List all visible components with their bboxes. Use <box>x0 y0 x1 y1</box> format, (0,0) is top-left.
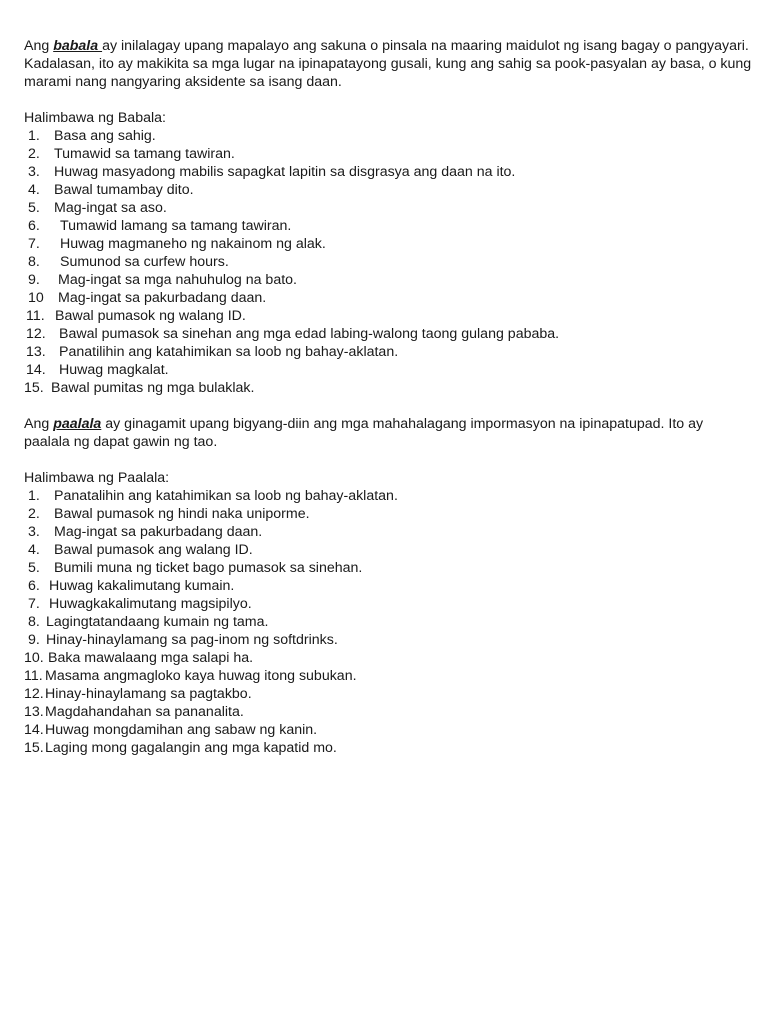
list-item-text: Basa ang sahig. <box>54 128 156 144</box>
list-item <box>24 379 752 397</box>
list-item-number: 4. <box>28 182 40 198</box>
list-item <box>24 361 752 379</box>
paalala-intro-after: ay ginagamit upang bigyang-diin ang mga mahahalagang impormasyon na ipinapatupad. Ito ay paalala ng dapat gawin ng tao. <box>24 416 704 450</box>
list-item-number: 7. <box>28 596 40 612</box>
list-item-number: 2. <box>28 506 40 522</box>
list-item <box>24 181 752 199</box>
list-item <box>24 667 752 685</box>
list-item-text: Bawal pumasok ang walang ID. <box>54 542 253 558</box>
babala-intro-paragraph <box>24 37 752 91</box>
list-item-number: 14. <box>26 362 46 378</box>
spacer <box>24 397 752 415</box>
paalala-list <box>24 487 752 757</box>
list-item <box>24 289 752 307</box>
list-item-number: 11. <box>24 668 43 684</box>
list-item-number: 12. <box>24 686 44 702</box>
list-item-number: 15. <box>24 380 44 396</box>
spacer <box>24 451 752 469</box>
babala-heading: Halimbawa ng Babala: <box>24 110 166 126</box>
list-item-text: Panatilihin ang katahimikan sa loob ng bahay-aklatan. <box>59 344 399 360</box>
list-item <box>24 145 752 163</box>
list-item-number: 6. <box>28 578 40 594</box>
list-item-text: Huwag mongdamihan ang sabaw ng kanin. <box>45 722 318 738</box>
list-item <box>24 199 752 217</box>
list-item <box>24 271 752 289</box>
list-item-text: Bumili muna ng ticket bago pumasok sa sinehan. <box>54 560 363 576</box>
list-item-number: 8. <box>28 614 40 630</box>
list-item <box>24 163 752 181</box>
list-item-number: 12. <box>26 326 46 342</box>
list-item-number: 1. <box>28 128 40 144</box>
paalala-intro-before: Ang <box>24 416 54 432</box>
list-item-text: Sumunod sa curfew hours. <box>60 254 229 270</box>
list-item <box>24 703 752 721</box>
list-item <box>24 487 752 505</box>
list-item <box>24 505 752 523</box>
list-item <box>24 631 752 649</box>
list-item <box>24 235 752 253</box>
babala-intro-after: ay inilalagay upang mapalayo ang sakuna o pinsala na maaring maidulot ng isang bagay o pangyayari. Kadalasan, ito ay makikita sa mga lugar na ipinapatayong gusali, kung ang sahig sa pook-pasyalan ay basa, o kung marami nang nangyaring aksidente sa isang daan. <box>24 38 752 90</box>
paalala-heading: Halimbawa ng Paalala: <box>24 470 170 486</box>
list-item-number: 1. <box>28 488 40 504</box>
list-item <box>24 217 752 235</box>
list-item-text: Bawal pumasok sa sinehan ang mga edad labing-walong taong gulang pababa. <box>59 326 560 342</box>
list-item-text: Bawal pumasok ng walang ID. <box>55 308 246 324</box>
list-item-text: Laging mong gagalangin ang mga kapatid mo. <box>45 740 337 756</box>
paalala-intro-paragraph <box>24 415 752 451</box>
list-item-number: 8. <box>28 254 40 270</box>
list-item-text: Tumawid sa tamang tawiran. <box>54 146 235 162</box>
list-item-number: 4. <box>28 542 40 558</box>
list-item-number: 15. <box>24 740 44 756</box>
list-item-text: Masama angmagloko kaya huwag itong subukan. <box>45 668 357 684</box>
list-item-text: Mag-ingat sa pakurbadang daan. <box>58 290 267 306</box>
list-item-text: Lagingtatandaang kumain ng tama. <box>46 614 269 630</box>
list-item <box>24 559 752 577</box>
list-item-text: Bawal pumitas ng mga bulaklak. <box>51 380 255 396</box>
spacer <box>24 91 752 109</box>
list-item-number: 2. <box>28 146 40 162</box>
list-item <box>24 127 752 145</box>
list-item-number: 7. <box>28 236 40 252</box>
list-item <box>24 739 752 757</box>
list-item-text: Huwag magmaneho ng nakainom ng alak. <box>60 236 326 252</box>
list-item <box>24 307 752 325</box>
list-item-number: 14. <box>24 722 44 738</box>
list-item-text: Huwagkakalimutang magsipilyo. <box>49 596 252 612</box>
document-page <box>24 37 752 757</box>
list-item-text: Baka mawalaang mga salapi ha. <box>48 650 254 666</box>
list-item-number: 11. <box>26 308 45 324</box>
list-item-number: 6. <box>28 218 40 234</box>
list-item-number: 10. <box>24 650 44 666</box>
list-item-text: Huwag kakalimutang kumain. <box>49 578 235 594</box>
list-item-text: Hinay-hinaylamang sa pagtakbo. <box>45 686 252 702</box>
list-item-number: 5. <box>28 200 40 216</box>
list-item-text: Mag-ingat sa aso. <box>54 200 167 216</box>
list-item <box>24 721 752 739</box>
list-item <box>24 253 752 271</box>
list-item-text: Hinay-hinaylamang sa pag-inom ng softdrinks. <box>46 632 338 648</box>
list-item-number: 10 <box>28 290 44 306</box>
list-item <box>24 613 752 631</box>
list-item-number: 9. <box>28 632 40 648</box>
list-item <box>24 541 752 559</box>
babala-list <box>24 127 752 397</box>
list-item-text: Huwag magkalat. <box>59 362 169 378</box>
list-item-text: Panatalihin ang katahimikan sa loob ng bahay-aklatan. <box>54 488 398 504</box>
babala-intro-before: Ang <box>24 38 54 54</box>
list-item <box>24 325 752 343</box>
list-item-text: Bawal tumambay dito. <box>54 182 194 198</box>
list-item-text: Mag-ingat sa mga nahuhulog na bato. <box>58 272 297 288</box>
list-item-text: Huwag masyadong mabilis sapagkat lapitin sa disgrasya ang daan na ito. <box>54 164 516 180</box>
list-item-text: Bawal pumasok ng hindi naka uniporme. <box>54 506 310 522</box>
list-item <box>24 685 752 703</box>
list-item <box>24 649 752 667</box>
list-item-text: Magdahandahan sa pananalita. <box>45 704 244 720</box>
list-item <box>24 343 752 361</box>
list-item-number: 3. <box>28 164 40 180</box>
paalala-term: paalala <box>53 416 102 432</box>
list-item-number: 9. <box>28 272 40 288</box>
list-item-number: 13. <box>26 344 46 360</box>
list-item-text: Tumawid lamang sa tamang tawiran. <box>60 218 292 234</box>
list-item <box>24 577 752 595</box>
list-item <box>24 523 752 541</box>
list-item-number: 13. <box>24 704 44 720</box>
babala-term: babala <box>53 38 103 54</box>
list-item-number: 3. <box>28 524 40 540</box>
list-item <box>24 595 752 613</box>
list-item-text: Mag-ingat sa pakurbadang daan. <box>54 524 263 540</box>
list-item-number: 5. <box>28 560 40 576</box>
